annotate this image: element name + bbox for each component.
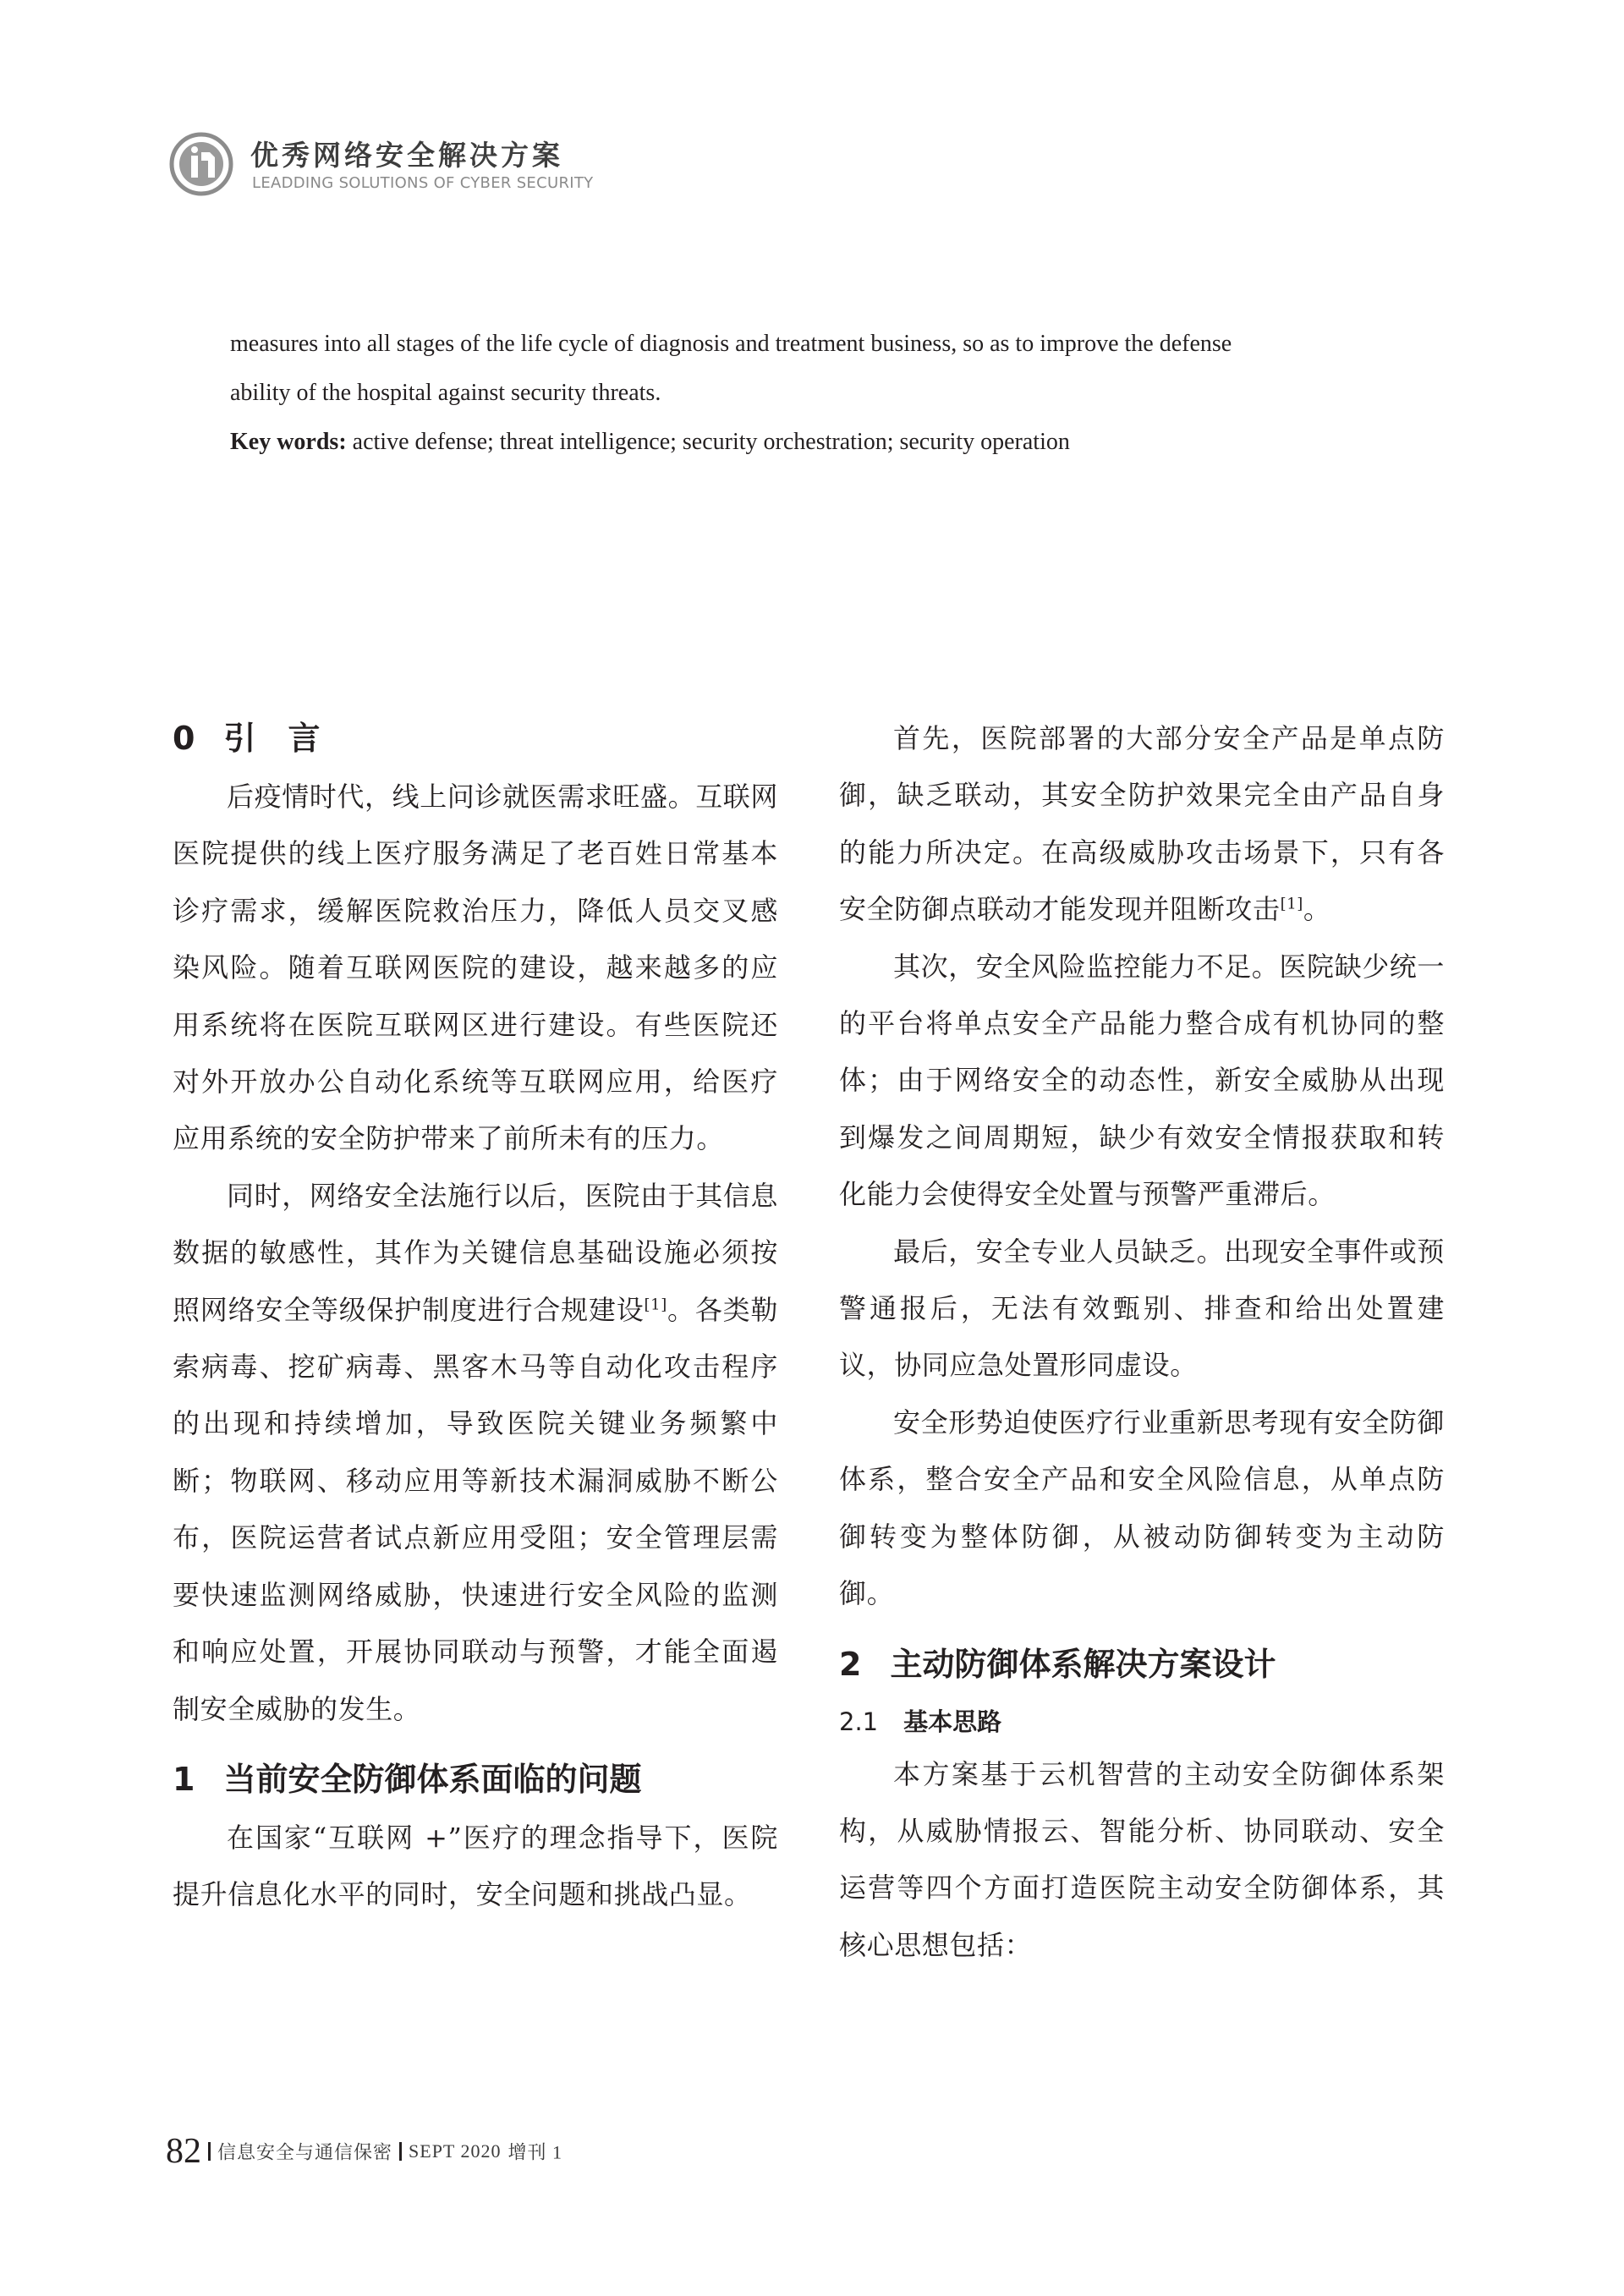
- problem-paragraph-1: [839, 710, 1445, 939]
- subsection-2-1-number: 2.1: [839, 1707, 879, 1736]
- page-number: 82: [166, 2132, 201, 2171]
- section-0-heading: [173, 712, 778, 759]
- citation-ref: [1]: [1280, 895, 1303, 913]
- header-title: 优秀网络安全解决方案: [250, 139, 563, 172]
- divider: [399, 2142, 402, 2161]
- section-2-number: 2: [839, 1645, 862, 1683]
- section-1-heading: [173, 1753, 778, 1800]
- section-2-heading: [839, 1638, 1445, 1685]
- journal-name: 信息安全与通信保密: [217, 2141, 393, 2163]
- header-subtitle: LEADDING SOLUTIONS OF CYBER SECURITY: [252, 174, 594, 192]
- intro-paragraph-2: [173, 1168, 778, 1738]
- section-1-paragraph: 在国家“互联网 +”医疗的理念指导下，医院提升信息化水平的同时，安全问题和挑战凸显。: [173, 1821, 778, 1911]
- abstract-block: [230, 320, 1406, 467]
- problem-paragraph-4: 安全形势迫使医疗行业重新思考现有安全防御体系，整合安全产品和安全风险信息，从单点防御转变为整体防御，从被动防御转变为主动防御。: [839, 1406, 1446, 1610]
- intro-paragraph-2a: 同时，网络安全法施行以后，医院由于其信息数据的敏感性，其作为关键信息基础设施必须按照网络安全等级保护制度进行合规建设: [173, 1179, 779, 1326]
- issue-date: SEPT 2020: [409, 2140, 502, 2162]
- problem-paragraph-2: 其次，安全风险监控能力不足。医院缺少统一的平台将单点安全产品能力整合成有机协同的整体；由于网络安全的动态性，新安全威胁从出现到爆发之间周期短，缺少有效安全情报获取和转化能力会使得安全处置与预警严重滞后。: [839, 950, 1446, 1211]
- divider: [208, 2142, 211, 2161]
- left-column: [173, 712, 778, 1924]
- section-0-number: 0: [173, 720, 195, 757]
- keywords-text: active defense; threat intelligence; security orchestration; security operation: [352, 429, 1070, 455]
- problem-paragraph-1a: 首先，医院部署的大部分安全产品是单点防御，缺乏联动，其安全防护效果完全由产品自身的能力所决定。在高级威胁攻击场景下，只有各安全防御点联动才能发现并阻断攻击: [839, 722, 1445, 926]
- problem-paragraph-3: 最后，安全专业人员缺乏。出现安全事件或预警通报后，无法有效甄别、排查和给出处置建议，协同应急处置形同虚设。: [839, 1235, 1446, 1382]
- subsection-2-1-paragraph: 本方案基于云机智营的主动安全防御体系架构，从威胁情报云、智能分析、协同联动、安全运营等四个方面打造医院主动安全防御体系，其核心思想包括：: [839, 1757, 1445, 1961]
- abstract-line-2: ability of the hospital against security threats.: [230, 380, 661, 406]
- section-0-title: 引 言: [223, 720, 321, 757]
- section-1-number: 1: [173, 1760, 195, 1798]
- abstract-line-1: measures into all stages of the life cycle of diagnosis and treatment business, so as to improve the defense: [230, 331, 1232, 357]
- subsection-2-1-heading: [839, 1703, 1445, 1738]
- page-header: [169, 127, 930, 211]
- section-1-title: 当前安全防御体系面临的问题: [223, 1760, 642, 1798]
- keywords-label: Key words:: [230, 429, 347, 455]
- citation-ref: [1]: [644, 1296, 667, 1313]
- keywords-line: [230, 418, 1406, 467]
- right-column: [839, 710, 1445, 1974]
- page-footer: [166, 2131, 562, 2172]
- issue-extra: 增刊 1: [508, 2141, 562, 2163]
- journal-logo-icon: [169, 132, 233, 196]
- section-2-title: 主动防御体系解决方案设计: [890, 1645, 1276, 1683]
- intro-paragraph-2b: 。各类勒索病毒、挖矿病毒、黑客木马等自动化攻击程序的出现和持续增加，导致医院关键业务频繁中断；物联网、移动应用等新技术漏洞威胁不断公布，医院运营者试点新应用受阻；安全管理层需要快速监测网络威胁，快速进行安全风险的监测和响应处置，开展协同联动与预警，才能全面遏制安全威胁的发生。: [173, 1293, 779, 1725]
- intro-paragraph-1: 后疫情时代，线上问诊就医需求旺盛。互联网医院提供的线上医疗服务满足了老百姓日常基本诊疗需求，缓解医院救治压力，降低人员交叉感染风险。随着互联网医院的建设，越来越多的应用系统将在医院互联网区进行建设。有些医院还对外开放办公自动化系统等互联网应用，给医疗应用系统的安全防护带来了前所未有的压力。: [173, 781, 779, 1155]
- subsection-2-1-title: 基本思路: [903, 1707, 1002, 1736]
- problem-paragraph-1b: 。: [1303, 893, 1331, 926]
